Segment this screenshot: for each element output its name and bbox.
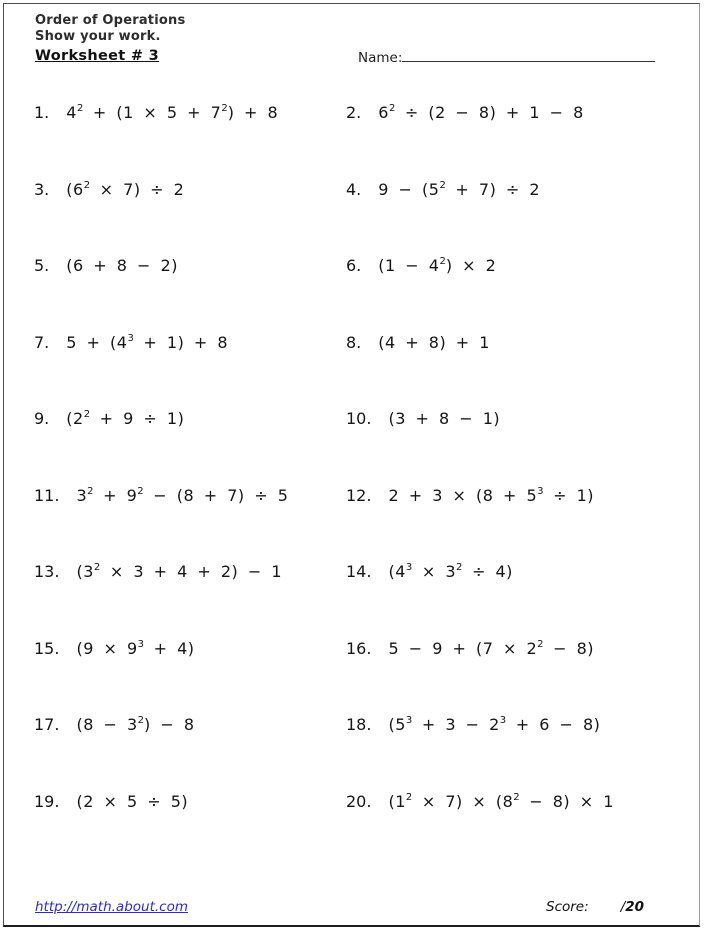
problem-item bbox=[34, 484, 288, 508]
problem-item bbox=[346, 331, 490, 355]
worksheet-title: Order of Operations bbox=[35, 13, 186, 28]
problem-expression: $(9 \times 9^3 + 4)$ bbox=[76, 638, 195, 658]
score-total: 20 bbox=[625, 899, 645, 915]
problem-item bbox=[346, 637, 594, 661]
problem-number: 4. bbox=[346, 180, 362, 199]
problem-number: 8. bbox=[346, 333, 362, 352]
problem-expression: $(1 - 4^2) \times 2$ bbox=[378, 255, 497, 275]
problem-expression: $9 - (5^2 + 7) \div 2$ bbox=[378, 179, 541, 199]
problem-expression: (2 × 5 ÷ 5) bbox=[76, 792, 189, 811]
problem-number: 9. bbox=[34, 409, 50, 428]
problem-item bbox=[34, 178, 184, 202]
problem-item bbox=[34, 560, 282, 584]
name-input-line[interactable] bbox=[402, 47, 655, 62]
problem-item bbox=[346, 484, 594, 508]
name-label: Name: bbox=[358, 50, 403, 66]
problem-item bbox=[346, 560, 513, 584]
problem-number: 7. bbox=[34, 333, 50, 352]
problem-number: 10. bbox=[346, 409, 372, 428]
problem-number: 18. bbox=[346, 715, 372, 734]
problem-item bbox=[346, 178, 540, 202]
problem-item bbox=[34, 790, 188, 814]
problem-expression: $6^2 \div (2 - 8) + 1 - 8$ bbox=[378, 102, 584, 122]
source-link[interactable]: http://math.about.com bbox=[35, 899, 188, 915]
problem-number: 1. bbox=[34, 103, 50, 122]
problem-item bbox=[346, 790, 614, 814]
problem-number: 20. bbox=[346, 792, 372, 811]
problem-item bbox=[34, 101, 278, 125]
worksheet-header bbox=[35, 13, 185, 65]
problem-number: 3. bbox=[34, 180, 50, 199]
problem-expression: $(5^3 + 3 - 2^3 + 6 - 8)$ bbox=[388, 714, 601, 734]
problem-expression: $5 - 9 + (7 \times 2^2 - 8)$ bbox=[388, 638, 595, 658]
worksheet-number: Worksheet # 3 bbox=[35, 48, 160, 64]
problem-item bbox=[346, 254, 496, 278]
score-row bbox=[546, 899, 644, 915]
worksheet-page bbox=[3, 3, 700, 927]
problem-number: 14. bbox=[346, 562, 372, 581]
problem-expression: $(6^2 \times 7) \div 2$ bbox=[66, 179, 185, 199]
problem-item bbox=[34, 637, 195, 661]
problem-expression: $3^2 + 9^2 - (8 + 7) \div 5$ bbox=[76, 485, 289, 505]
problem-expression: (3 + 8 − 1) bbox=[388, 409, 501, 428]
problem-item bbox=[346, 713, 600, 737]
problem-expression: $(3^2 \times 3 + 4 + 2) - 1$ bbox=[76, 561, 283, 581]
worksheet-instruction: Show your work. bbox=[35, 29, 161, 44]
problem-expression: $5 + (4^3 + 1) + 8$ bbox=[66, 332, 229, 352]
score-label: Score: bbox=[546, 899, 589, 915]
problem-expression: $2 + 3 \times (8 + 5^3 \div 1)$ bbox=[388, 485, 595, 505]
problem-item bbox=[346, 101, 584, 125]
problem-expression: $(2^2 + 9 \div 1)$ bbox=[66, 408, 185, 428]
problem-number: 13. bbox=[34, 562, 60, 581]
problem-expression: $(1^2 \times 7) \times (8^2 - 8) \times 1$ bbox=[388, 791, 614, 811]
problem-number: 15. bbox=[34, 639, 60, 658]
problem-number: 17. bbox=[34, 715, 60, 734]
problem-number: 2. bbox=[346, 103, 362, 122]
name-row bbox=[358, 47, 655, 66]
problem-number: 12. bbox=[346, 486, 372, 505]
problem-item bbox=[34, 713, 195, 737]
problem-item bbox=[34, 407, 184, 431]
problem-expression: $(4^3 \times 3^2 \div 4)$ bbox=[388, 561, 513, 581]
problem-item bbox=[34, 331, 228, 355]
problem-number: 16. bbox=[346, 639, 372, 658]
problem-number: 11. bbox=[34, 486, 60, 505]
problem-item bbox=[34, 254, 178, 278]
problem-expression: (6 + 8 − 2) bbox=[66, 256, 178, 275]
problem-expression: $(8 - 3^2) - 8$ bbox=[76, 714, 195, 734]
problem-number: 6. bbox=[346, 256, 362, 275]
score-slash: / bbox=[620, 899, 626, 915]
problem-expression: $4^2 + (1 \times 5 + 7^2) + 8$ bbox=[66, 102, 279, 122]
problem-number: 5. bbox=[34, 256, 50, 275]
problem-item bbox=[346, 407, 500, 431]
problem-expression: (4 + 8) + 1 bbox=[378, 333, 490, 352]
score-value bbox=[621, 899, 644, 915]
problem-number: 19. bbox=[34, 792, 60, 811]
